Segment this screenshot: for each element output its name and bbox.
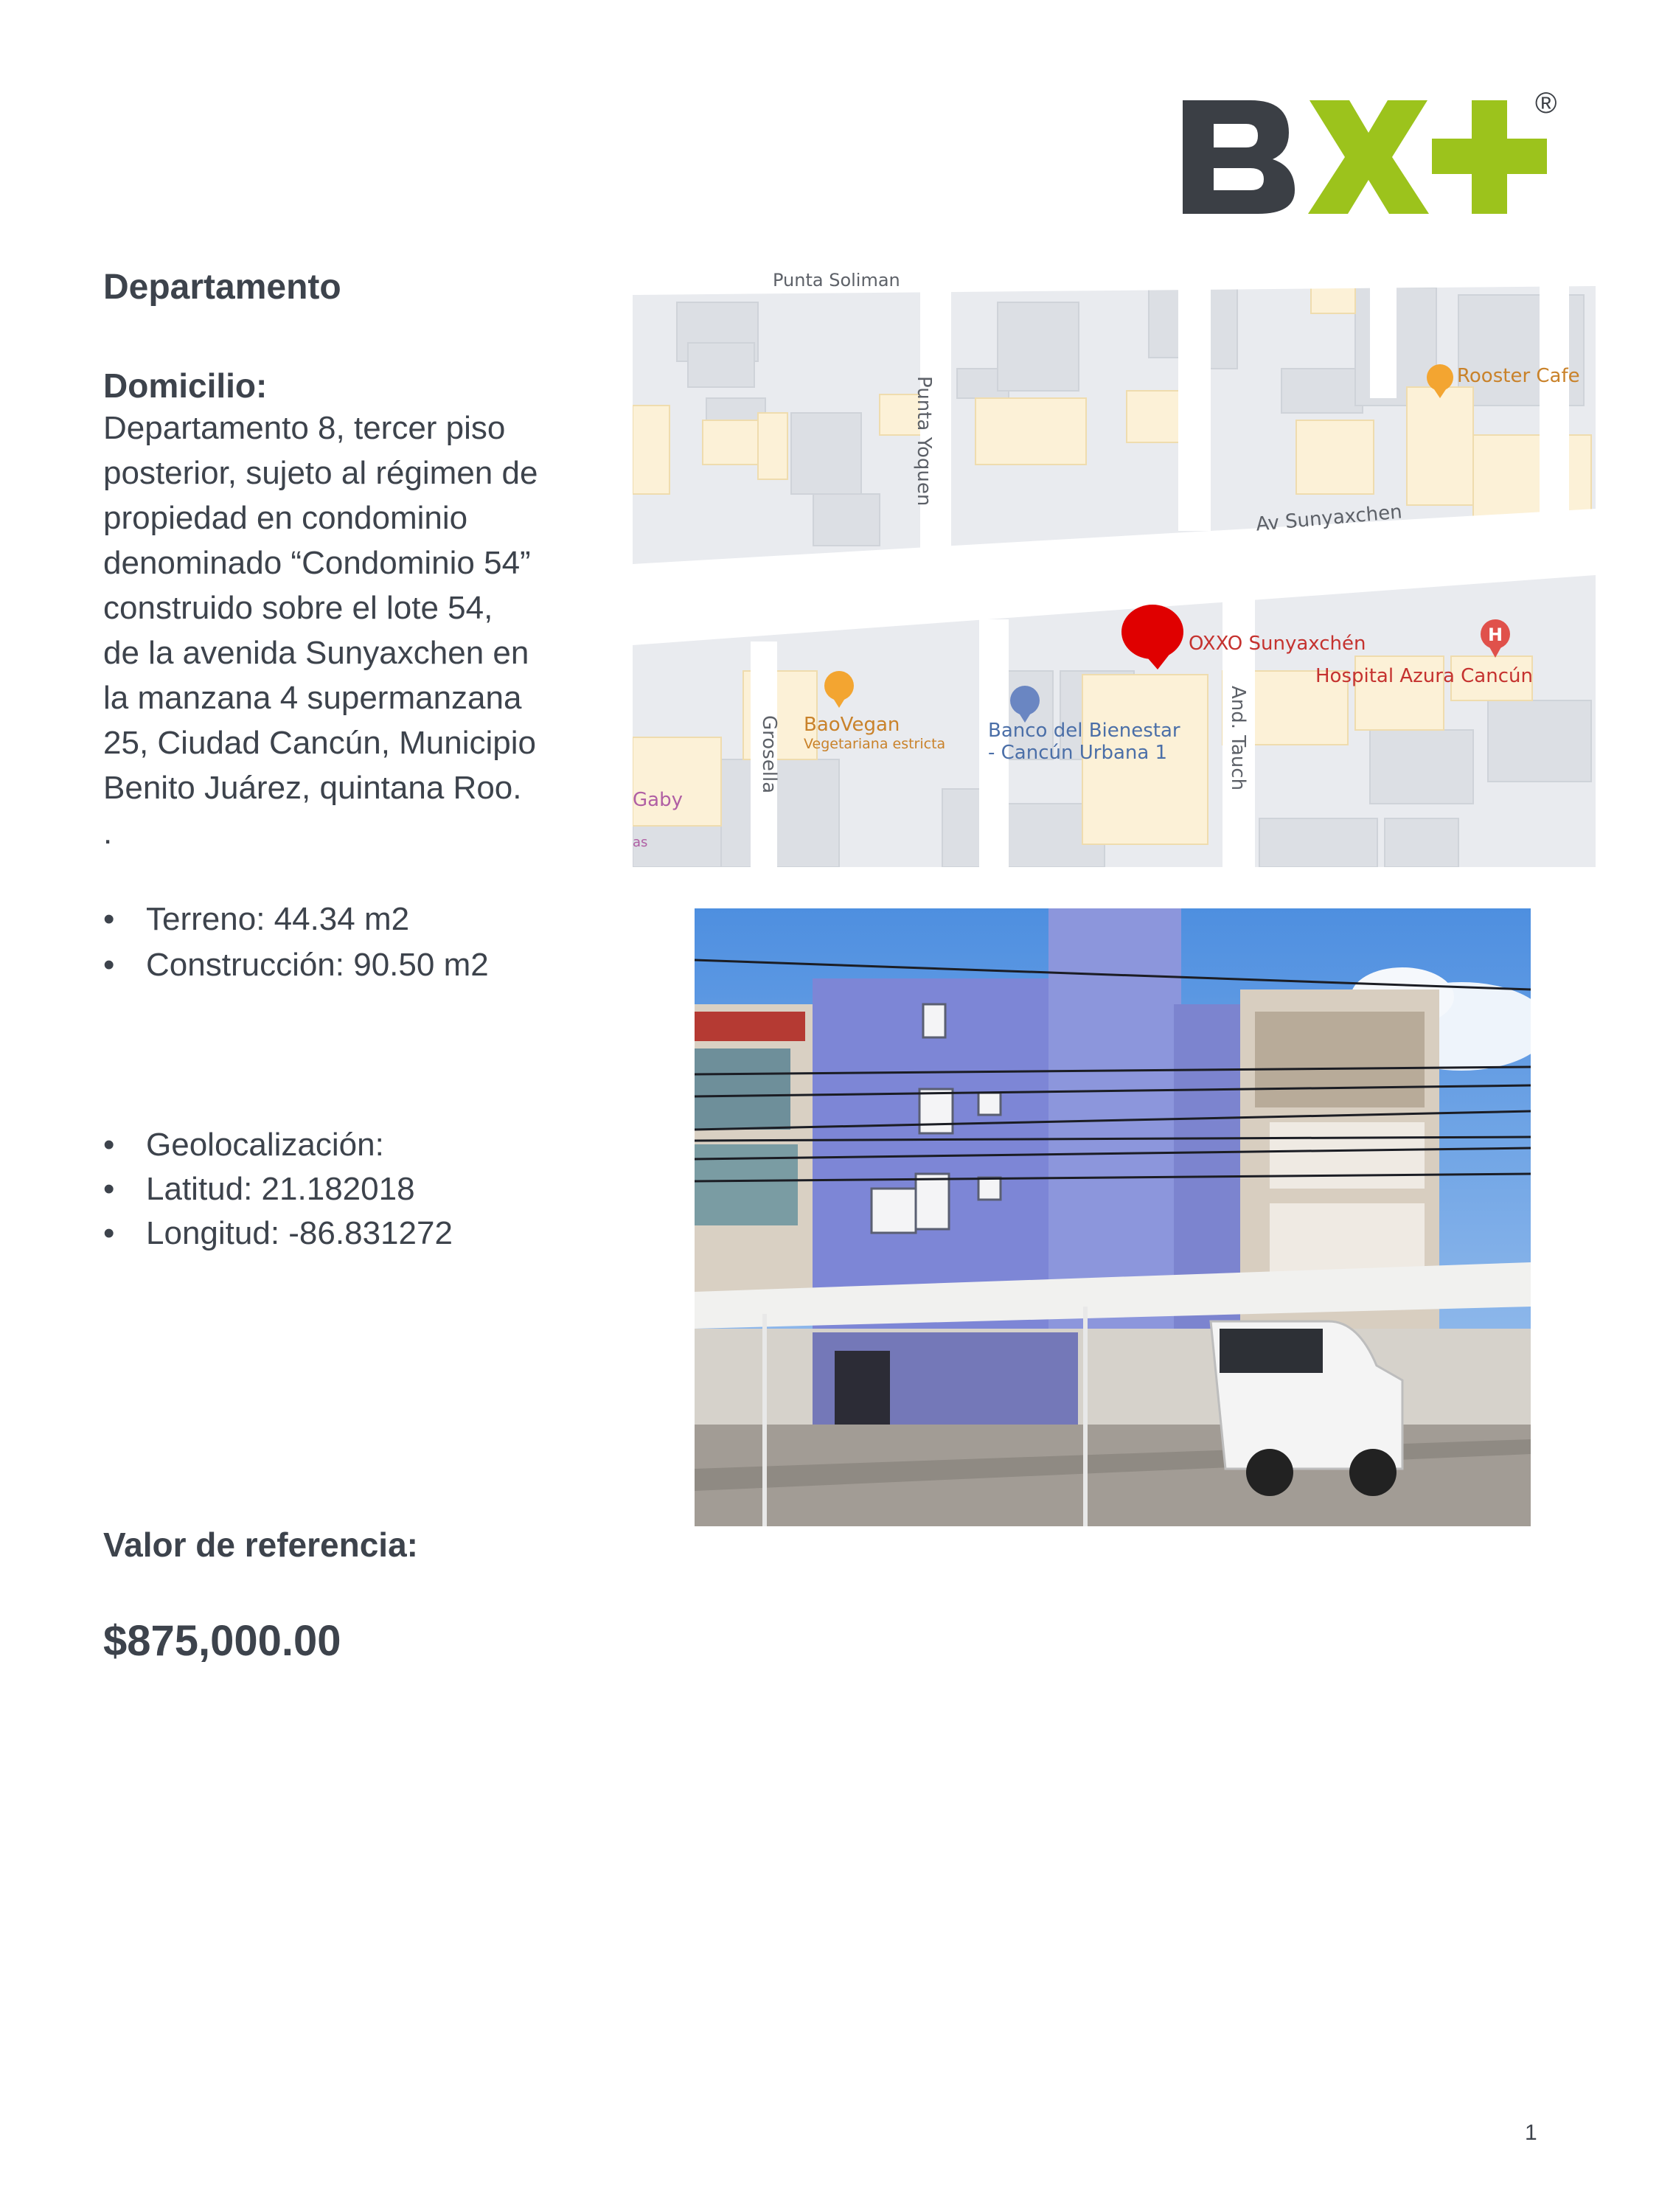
- poi-hospital[interactable]: Hospital Azura Cancún: [1315, 665, 1533, 687]
- construccion-item: [103, 942, 489, 987]
- poi-rooster-cafe[interactable]: Rooster Cafe: [1457, 365, 1580, 387]
- street-punta-soliman: Punta Soliman: [773, 273, 900, 291]
- street-av-sunyaxchen: Av Sunyaxchen: [1255, 501, 1403, 536]
- address-line: la manzana 4 supermanzana: [103, 680, 522, 716]
- address-line: denominado “Condominio 54”: [103, 545, 531, 581]
- address-line: .: [103, 815, 113, 851]
- page-title: Departamento: [103, 268, 341, 307]
- geolocalizacion-text: Geolocalización:: [146, 1127, 384, 1163]
- terreno-item: [103, 897, 409, 942]
- bullet: •: [103, 1215, 115, 1251]
- bullet: •: [103, 1127, 115, 1163]
- location-map[interactable]: [633, 273, 1596, 867]
- longitud-item: [103, 1211, 453, 1256]
- bullet: •: [103, 901, 115, 937]
- bx-plus-logo: [1178, 87, 1562, 227]
- address-line: 25, Ciudad Cancún, Municipio: [103, 725, 537, 761]
- geolocalizacion-item: [103, 1122, 384, 1167]
- address-line: Departamento 8, tercer piso: [103, 410, 506, 446]
- latitud-item: [103, 1166, 415, 1211]
- street-grosella: Grosella: [758, 715, 780, 794]
- value-label: Valor de referencia:: [103, 1526, 418, 1564]
- property-photo: [695, 908, 1531, 1526]
- longitud-text: Longitud: -86.831272: [146, 1215, 453, 1251]
- latitud-text: Latitud: 21.182018: [146, 1171, 415, 1207]
- poi-oxxo[interactable]: OXXO Sunyaxchén: [1189, 633, 1366, 655]
- svg-text:H: H: [1487, 625, 1503, 645]
- address-text: [103, 406, 634, 855]
- poi-banco-line1[interactable]: Banco del Bienestar: [988, 720, 1180, 742]
- street-punta-yoquen: Punta Yoquen: [913, 376, 935, 507]
- address-line: propiedad en condominio: [103, 500, 468, 536]
- address-label: Domicilio:: [103, 366, 268, 405]
- construccion-text: Construcción: 90.50 m2: [146, 947, 489, 983]
- bullet: •: [103, 1171, 115, 1207]
- bullet: •: [103, 947, 115, 983]
- address-line: construido sobre el lote 54,: [103, 590, 493, 626]
- reference-price: $875,000.00: [103, 1617, 341, 1665]
- poi-baovegan-sub: Vegetariana estricta: [804, 736, 946, 752]
- terreno-text: Terreno: 44.34 m2: [146, 901, 410, 937]
- address-line: de la avenida Sunyaxchen en: [103, 635, 529, 671]
- address-line: Benito Juárez, quintana Roo.: [103, 770, 522, 806]
- registered-mark: ®: [1535, 87, 1557, 119]
- poi-banco-line2: - Cancún Urbana 1: [988, 742, 1168, 764]
- address-line: posterior, sujeto al régimen de: [103, 455, 538, 491]
- poi-gaby: Gaby: [633, 789, 683, 811]
- street-and-tauch: And. Tauch: [1227, 686, 1249, 791]
- poi-as: as: [633, 835, 648, 850]
- page-number: 1: [1525, 2121, 1537, 2145]
- poi-baovegan[interactable]: BaoVegan: [804, 714, 900, 736]
